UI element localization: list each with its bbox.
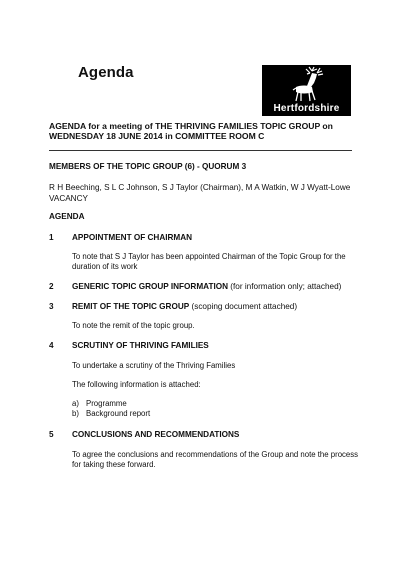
agenda-label: AGENDA <box>49 212 85 221</box>
item-body: To agree the conclusions and recommendations of the Group and note the process for taking these forward. <box>72 450 359 469</box>
item-number: 4 <box>49 341 54 350</box>
list-item-label: a) <box>72 399 79 408</box>
item-number: 3 <box>49 302 54 311</box>
item-title <box>72 282 341 291</box>
item-body-secondary: The following information is attached: <box>72 380 201 389</box>
divider <box>49 150 352 151</box>
item-title <box>72 430 239 439</box>
item-title-text: CONCLUSIONS AND RECOMMENDATIONS <box>72 430 240 439</box>
list-item: Background report <box>86 409 151 418</box>
members-list: R H Beeching, S L C Johnson, S J Taylor (Chairman), M A Watkin, W J Wyatt-Lowe VACANCY <box>49 183 351 203</box>
item-title-text: REMIT OF THE TOPIC GROUP <box>72 302 190 311</box>
hart-emblem-icon <box>262 65 351 103</box>
list-item-label: b) <box>72 409 79 418</box>
item-body: To note that S J Taylor has been appointed Chairman of the Topic Group for the duration of its work <box>72 252 346 271</box>
item-number: 5 <box>49 430 54 439</box>
meeting-heading: AGENDA for a meeting of THE THRIVING FAMILIES TOPIC GROUP on WEDNESDAY 18 JUNE 2014 in COMMITTEE ROOM C <box>49 121 333 141</box>
item-body: To undertake a scrutiny of the Thriving Families <box>72 361 236 370</box>
item-title <box>72 302 297 311</box>
item-note: (for information only; attached) <box>228 282 342 291</box>
council-logo <box>262 65 351 116</box>
item-title <box>72 233 192 242</box>
item-title-text: APPOINTMENT OF CHAIRMAN <box>72 233 193 242</box>
logo-text: Hertfordshire <box>273 103 340 114</box>
item-number: 2 <box>49 282 54 291</box>
item-body: To note the remit of the topic group. <box>72 321 195 330</box>
item-title-text: GENERIC TOPIC GROUP INFORMATION <box>72 282 229 291</box>
item-title <box>72 341 209 350</box>
item-note: (scoping document attached) <box>189 302 298 311</box>
item-number: 1 <box>49 233 54 242</box>
item-title-text: SCRUTINY OF THRIVING FAMILIES <box>72 341 209 350</box>
page-title: Agenda <box>78 64 134 81</box>
list-item: Programme <box>86 399 127 408</box>
members-heading: MEMBERS OF THE TOPIC GROUP (6) - QUORUM 3 <box>49 162 247 171</box>
